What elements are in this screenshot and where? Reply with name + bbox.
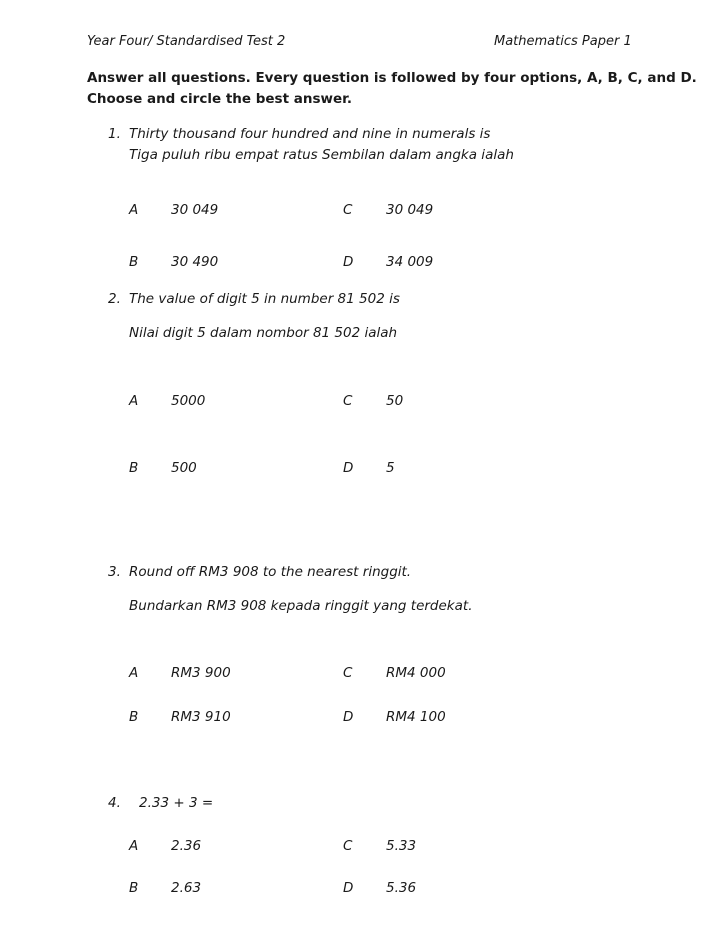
question-text-malay: Nilai digit 5 dalam nombor 81 502 ialah: [129, 325, 398, 341]
question-number: 4.: [108, 795, 121, 811]
option-letter[interactable]: C: [343, 838, 353, 854]
option-letter[interactable]: D: [343, 460, 354, 476]
question-text-malay: Tiga puluh ribu empat ratus Sembilan dalam angka ialah: [129, 147, 514, 163]
question-text-malay: Bundarkan RM3 908 kepada ringgit yang terdekat.: [129, 598, 473, 614]
question-text-english: Round off RM3 908 to the nearest ringgit.: [129, 564, 412, 580]
question-text-english: Thirty thousand four hundred and nine in numerals is: [129, 126, 491, 142]
option-value: 30 049: [386, 202, 434, 218]
option-letter[interactable]: D: [343, 254, 354, 270]
option-value: 50: [386, 393, 404, 409]
option-value: RM4 100: [386, 709, 446, 725]
header-right: Mathematics Paper 1: [494, 34, 632, 49]
option-letter[interactable]: C: [343, 665, 353, 681]
option-letter[interactable]: B: [129, 254, 139, 270]
question-number: 3.: [108, 564, 121, 580]
option-letter[interactable]: C: [343, 393, 353, 409]
option-value: RM3 900: [171, 665, 231, 681]
option-value: 5000: [171, 393, 206, 409]
option-value: 30 049: [171, 202, 219, 218]
option-value: 30 490: [171, 254, 219, 270]
option-letter[interactable]: A: [129, 202, 139, 218]
option-value: 5.33: [386, 838, 417, 854]
question-number: 2.: [108, 291, 121, 307]
option-letter[interactable]: C: [343, 202, 353, 218]
option-value: 5.36: [386, 880, 417, 896]
option-letter[interactable]: D: [343, 709, 354, 725]
option-value: 34 009: [386, 254, 434, 270]
question-text-english: The value of digit 5 in number 81 502 is: [129, 291, 400, 307]
option-value: 2.63: [171, 880, 202, 896]
option-letter[interactable]: A: [129, 665, 139, 681]
option-letter[interactable]: B: [129, 709, 139, 725]
option-value: 5: [386, 460, 395, 476]
option-letter[interactable]: B: [129, 460, 139, 476]
question-number: 1.: [108, 126, 121, 142]
header-left: Year Four/ Standardised Test 2: [87, 34, 286, 49]
instructions-line-1: Answer all questions. Every question is followed by four options, A, B, C, and D.: [87, 70, 697, 86]
instructions-line-2: Choose and circle the best answer.: [87, 91, 352, 107]
option-value: 2.36: [171, 838, 202, 854]
option-letter[interactable]: D: [343, 880, 354, 896]
option-value: RM4 000: [386, 665, 446, 681]
option-value: RM3 910: [171, 709, 231, 725]
option-value: 500: [171, 460, 197, 476]
question-expression: 2.33 + 3 =: [139, 795, 214, 811]
option-letter[interactable]: B: [129, 880, 139, 896]
option-letter[interactable]: A: [129, 838, 139, 854]
option-letter[interactable]: A: [129, 393, 139, 409]
